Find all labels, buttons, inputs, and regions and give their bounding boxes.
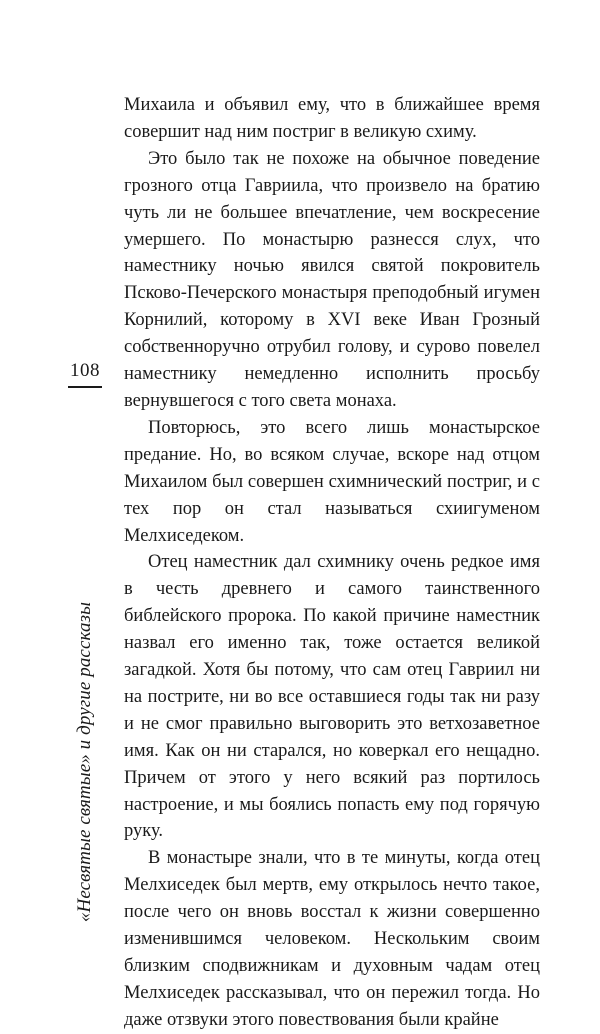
paragraph: Это было так не похоже на обычное поведение грозного отца Гавриила, что произвело на братию чуть ли не большее впечатление, чем воскресение умершего. По монастырю разнесся слух, что наместнику ночью явился святой покровитель Псково-Печерского монастыря преподобный игумен Корнилий, которому в XVI веке Иван Грозный собственноручно отрубил голову, и сурово повелел наместнику немедленно исполнить просьбу вернувшегося с того света монаха. [124, 148, 540, 411]
paragraph: Михаила и объявил ему, что в ближайшее время совершит над ним постриг в великую схиму. [124, 95, 540, 142]
page-number: 108 [70, 360, 100, 381]
body-text [124, 92, 540, 1034]
page-margin-header [68, 360, 108, 923]
running-title: «Несвятые святые» и другие рассказы [74, 601, 95, 923]
margin-divider [68, 386, 102, 388]
paragraph: В монастыре знали, что в те минуты, когда отец Мелхиседек был мертв, ему открылось нечто такое, после чего он вновь восстал к жизни совершенно изменившимся человеком. Нескольким своим близким сподвижникам и духовным чадам отец Мелхиседек рассказывал, что он пережил тогда. Но даже отзвуки этого повествования были крайне [124, 848, 540, 1030]
paragraph: Повторюсь, это всего лишь монастырское предание. Но, во всяком случае, вскоре над отцом Михаилом был совершен схимнический постриг, и с тех пор он стал называться схиигуменом Мелхиседеком. [124, 417, 540, 546]
paragraph: Отец наместник дал схимнику очень редкое имя в честь древнего и самого таинственного библейского пророка. По какой причине наместник назвал его именно так, тоже остается великой загадкой. Хотя бы потому, что сам отец Гавриил ни на пострите, ни во все оставшиеся годы так ни разу и не смог правильно выговорить это ветхозаветное имя. Как он ни старался, но коверкал его нещадно. Причем от этого у него всякий раз портилось настроение, и мы боялись попасть ему под горячую руку. [124, 552, 540, 842]
